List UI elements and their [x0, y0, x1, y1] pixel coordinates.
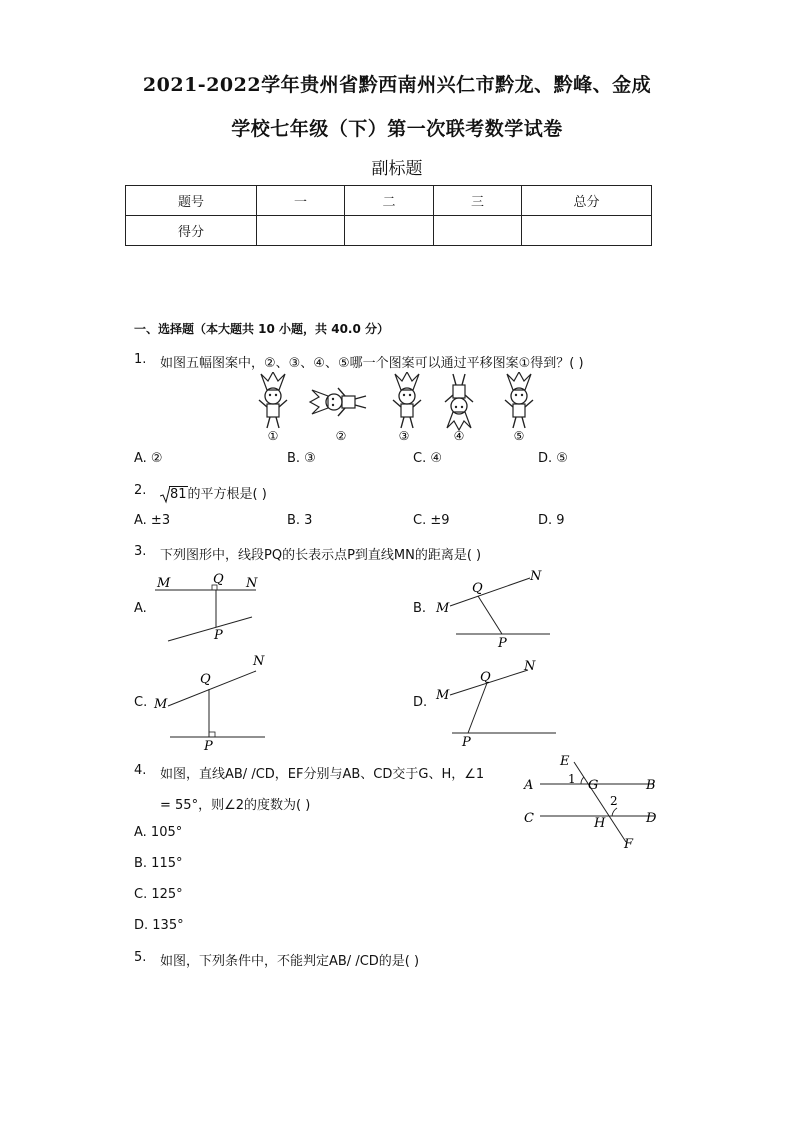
point-label-q: Q [200, 672, 211, 687]
figure-parallel-lines [518, 752, 663, 854]
mascot-figures [250, 372, 550, 444]
angle-label-1: 1 [568, 772, 576, 786]
score-header-cell: 一 [257, 186, 345, 216]
point-label-m: M [157, 576, 171, 591]
score-header-cell: 二 [345, 186, 434, 216]
question-number: 5. [134, 950, 147, 965]
point-label-p: P [214, 628, 223, 643]
square-root-symbol [160, 487, 188, 502]
score-table [125, 185, 652, 246]
score-header-cell: 三 [434, 186, 522, 216]
question-4-stem-line-1: 如图，直线AB/ /CD，EF分别与AB、CD交于G、H，∠1 [160, 767, 485, 782]
question-4-stem-line-2: = 55°，则∠2的度数为( ) [160, 798, 311, 813]
point-label-d: D [646, 811, 657, 826]
question-2-stem-suffix: 的平方根是( ) [187, 487, 267, 502]
point-label-n: N [246, 576, 258, 591]
point-label-g: G [588, 778, 599, 793]
exam-subtitle: 副标题 [371, 159, 423, 179]
option-d[interactable]: D. 135° [134, 918, 184, 933]
point-label-m: M [436, 688, 450, 703]
score-cell[interactable] [257, 216, 345, 246]
point-label-m: M [436, 601, 450, 616]
point-label-m: M [154, 697, 168, 712]
score-table-header-row [126, 186, 652, 216]
score-cell[interactable] [522, 216, 652, 246]
question-number: 4. [134, 763, 147, 778]
score-header-cell: 题号 [126, 186, 257, 216]
mascot-figure [310, 388, 366, 416]
point-label-p: P [204, 739, 213, 754]
score-table-row [126, 216, 652, 246]
option-a[interactable]: A. ±3 [134, 513, 171, 528]
score-header-cell: 总分 [522, 186, 652, 216]
option-b[interactable]: B. ③ [287, 451, 316, 466]
figure-label: ⑤ [513, 429, 525, 443]
question-5-stem: 如图，下列条件中，不能判定AB/ /CD的是( ) [160, 954, 420, 969]
radicand: 81 [170, 487, 187, 502]
figure-label: ③ [398, 429, 410, 443]
exam-title-line-1: 2021-2022学年贵州省黔西南州兴仁市黔龙、黔峰、金成 [142, 74, 652, 96]
question-1-stem: 如图五幅图案中，②、③、④、⑤哪一个图案可以通过平移图案①得到？( ) [160, 356, 584, 371]
option-d[interactable]: D. ⑤ [538, 451, 568, 466]
figure-label: ① [267, 429, 279, 443]
point-label-b: B [646, 778, 656, 793]
option-a[interactable]: A. [134, 601, 147, 616]
point-label-q: Q [213, 572, 224, 587]
question-3-stem: 下列图形中，线段PQ的长表示点P到直线MN的距离是( ) [160, 548, 482, 563]
option-c[interactable]: C. ④ [413, 451, 442, 466]
figure-option-b [432, 566, 557, 650]
point-label-e: E [560, 754, 570, 769]
mascot-figure [259, 372, 287, 428]
point-label-n: N [253, 654, 265, 669]
point-label-c: C [524, 811, 534, 826]
question-2-stem [160, 483, 267, 502]
point-label-q: Q [480, 670, 491, 685]
option-b[interactable]: B. 115° [134, 856, 183, 871]
mascot-figure [393, 372, 421, 428]
option-d[interactable]: D. 9 [538, 513, 565, 528]
score-cell[interactable] [345, 216, 434, 246]
point-label-f: F [624, 837, 634, 852]
option-c[interactable]: C. 125° [134, 887, 183, 902]
option-b[interactable]: B. 3 [287, 513, 313, 528]
figure-option-d [432, 655, 560, 749]
option-c[interactable]: C. [134, 695, 148, 710]
option-c[interactable]: C. ±9 [413, 513, 450, 528]
point-label-p: P [498, 636, 507, 650]
question-number: 1. [134, 352, 147, 367]
point-label-p: P [462, 735, 471, 749]
point-label-a: A [524, 778, 534, 793]
option-a[interactable]: A. ② [134, 451, 163, 466]
angle-label-2: 2 [610, 794, 618, 808]
option-b[interactable]: B. [413, 601, 427, 616]
question-number: 3. [134, 544, 147, 559]
point-label-n: N [530, 569, 542, 584]
figure-label: ② [335, 429, 347, 443]
question-number: 2. [134, 483, 147, 498]
exam-title-line-2: 学校七年级（下）第一次联考数学试卷 [231, 118, 563, 140]
figure-option-c [150, 652, 270, 754]
mascot-figure [505, 372, 533, 428]
option-d[interactable]: D. [413, 695, 428, 710]
point-label-q: Q [472, 581, 483, 596]
point-label-n: N [524, 659, 536, 674]
score-row-label: 得分 [126, 216, 257, 246]
score-cell[interactable] [434, 216, 522, 246]
mascot-figure [445, 374, 473, 430]
section-heading: 一、选择题（本大题共 10 小题，共 40.0 分） [134, 322, 390, 336]
figure-label: ④ [453, 429, 465, 443]
figure-option-a [150, 568, 260, 644]
option-a[interactable]: A. 105° [134, 825, 183, 840]
point-label-h: H [594, 816, 606, 831]
